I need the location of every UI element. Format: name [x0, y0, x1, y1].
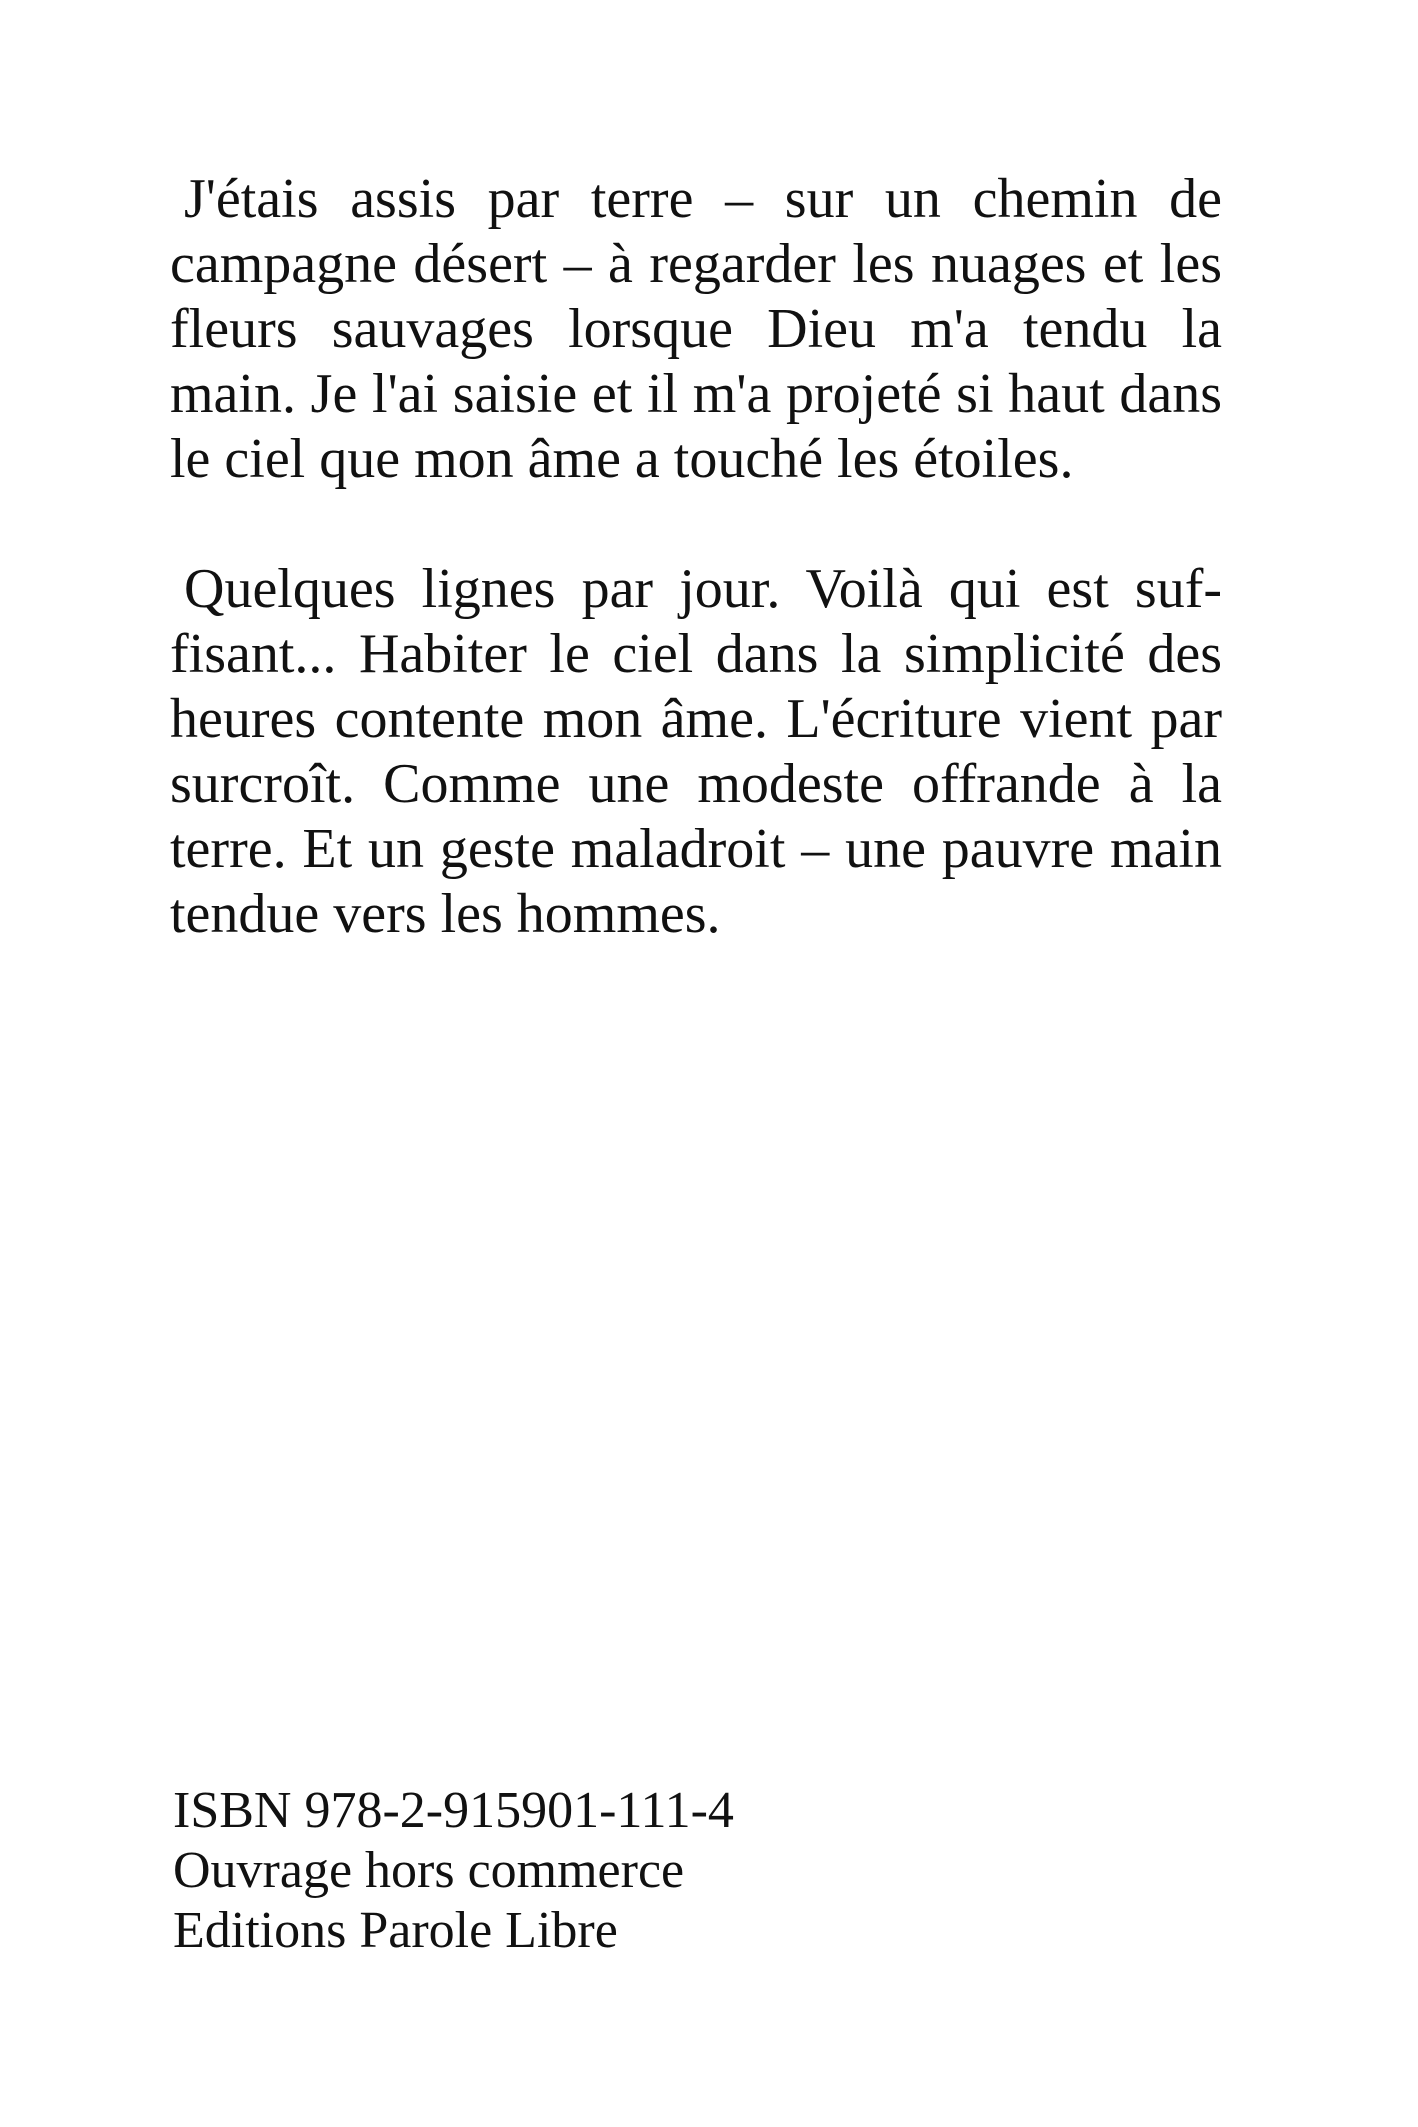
- colophon: [173, 1781, 1073, 1961]
- blurb-paragraph-1: J'étais assis par terre – sur un chemin de campagne désert – à regarder les nuages et les fleurs sauvages lorsque Dieu m'a tendu la main. Je l'ai saisie et il m'a projeté si haut dans le ciel que mon âme a touché les étoiles.: [170, 168, 1222, 490]
- distribution-note: Ouvrage hors commerce: [173, 1842, 685, 1899]
- blurb-paragraph-2: Quelques lignes par jour. Voilà qui est suffisant... Habiter le ciel dans la simplicité des heures contente mon âme. L'écriture vient par surcroît. Comme une modeste offrande à la terre. Et un geste maladroit – une pauvre main tendue vers les hommes.: [170, 558, 1222, 945]
- isbn-line: ISBN 978-2-915901-111-4: [173, 1782, 734, 1839]
- blurb-text: [170, 167, 1222, 947]
- publisher-name: Editions Parole Libre: [173, 1902, 618, 1959]
